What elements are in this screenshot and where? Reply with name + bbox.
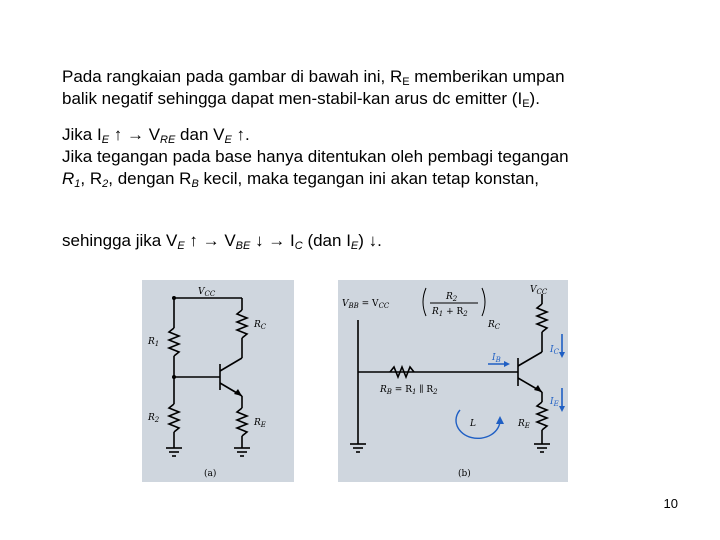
rc-label: $R_C$: [254, 320, 267, 331]
paragraph-conditions: [62, 124, 569, 190]
text: , R: [80, 169, 103, 188]
text: Pada rangkaian pada gambar di bawah ini, R: [62, 67, 403, 86]
caption-b: (b): [458, 469, 471, 479]
text: , dengan R: [108, 169, 192, 188]
ib-label: $I_B$: [492, 353, 501, 364]
text: Jika I: [62, 125, 102, 144]
subscript: E: [350, 240, 359, 252]
page-number: 10: [663, 496, 678, 511]
text: R: [62, 169, 75, 188]
text: sehingga jika V: [62, 231, 178, 250]
subscript: RE: [160, 134, 176, 146]
rb-label: $R_B = R_1$ ∥ $R_2$: [380, 385, 438, 396]
ic-label: $I_C$: [550, 345, 559, 356]
subscript: BE: [235, 240, 251, 252]
circuit-a-svg: [142, 280, 294, 482]
text: dan V: [175, 125, 225, 144]
circuit-diagram-b: [338, 280, 568, 482]
text: ↑ → V: [109, 125, 161, 144]
text: memberikan umpan: [409, 67, 565, 86]
vcc-label: $V_{CC}$: [198, 287, 216, 298]
ie-label: $I_E$: [550, 397, 559, 408]
fraction-numerator: $R_2$: [446, 292, 458, 303]
loop-arrow-icon: [456, 410, 500, 438]
paragraph-conditions-line-3: [62, 168, 569, 190]
circuit-diagram-a: [142, 280, 294, 482]
text: ↑ → V: [184, 231, 236, 250]
text: balik negatif sehingga dapat men-stabil-kan arus dc emitter (I: [62, 89, 523, 108]
vcc-label-b: $V_{CC}$: [530, 285, 548, 296]
text: ).: [529, 89, 540, 108]
r2-label: $R_2$: [148, 413, 160, 424]
fraction-denominator: $R_1 + R_2$: [432, 307, 468, 318]
paragraph-feedback-line-2: [62, 88, 565, 110]
r1-label: $R_1$: [148, 337, 160, 348]
paragraph-feedback: [62, 66, 565, 110]
text: (dan I: [302, 231, 351, 250]
text: ↓ → I: [250, 231, 295, 250]
subscript: C: [294, 240, 303, 252]
caption-a: (a): [204, 469, 217, 479]
subscript: E: [402, 76, 410, 88]
subscript: 2: [102, 178, 109, 190]
vbb-equation: $V_{BB} = V_{CC}$: [342, 299, 390, 310]
paragraph-conclusion: [62, 230, 382, 252]
re-label: $R_E$: [254, 418, 266, 429]
subscript: E: [101, 134, 110, 146]
text: ) ↓.: [358, 231, 382, 250]
re-label-b: $R_E$: [518, 419, 530, 430]
paragraph-feedback-line-1: [62, 66, 565, 88]
subscript: E: [522, 98, 530, 110]
text: ↑.: [231, 125, 250, 144]
subscript: B: [191, 178, 199, 190]
rc-label-b: $R_C$: [488, 320, 501, 331]
circuit-b-svg: [338, 280, 568, 482]
subscript: E: [224, 134, 232, 146]
subscript: 1: [74, 178, 81, 190]
paragraph-conditions-line-1: [62, 124, 569, 146]
subscript: E: [177, 240, 185, 252]
text: kecil, maka tegangan ini akan tetap konstan,: [198, 169, 540, 188]
loop-label: L: [470, 419, 476, 429]
paragraph-conditions-line-2: Jika tegangan pada base hanya ditentukan oleh pembagi tegangan: [62, 147, 569, 166]
